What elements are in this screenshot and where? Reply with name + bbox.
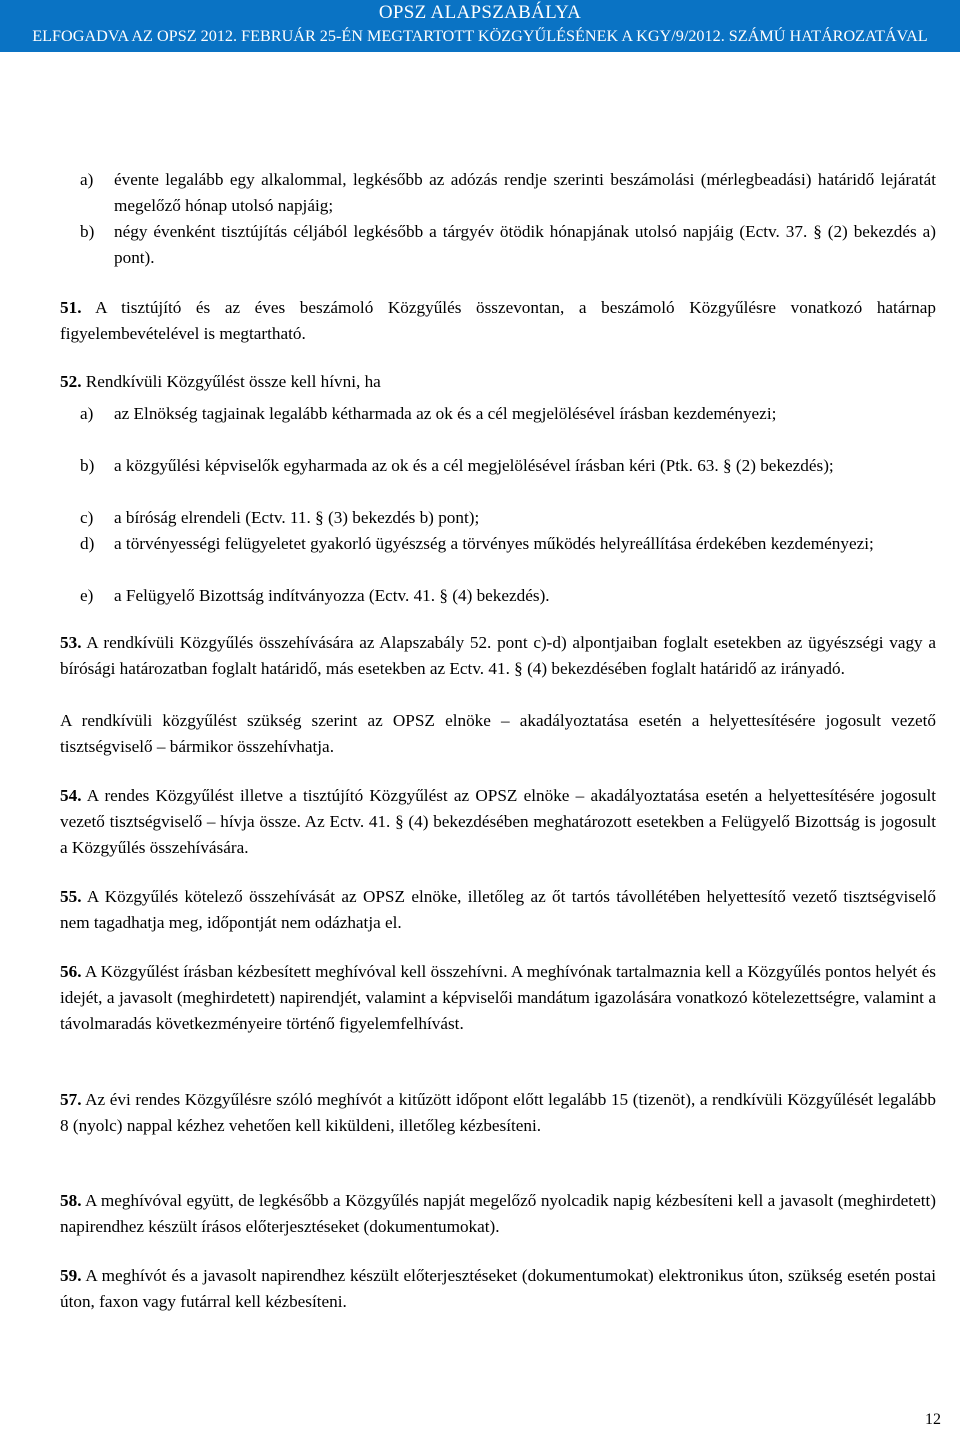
list-text: a bíróság elrendeli (Ectv. 11. § (3) bekezdés b) pont); — [114, 508, 480, 527]
list-item — [80, 401, 936, 427]
header-subtitle: ELFOGADVA AZ OPSZ 2012. FEBRUÁR 25-ÉN MEGTARTOTT KÖZGYŰLÉSÉNEK A KGY/9/2012. SZÁMÚ HATÁROZATÁVAL — [32, 27, 928, 45]
paragraph-number: 54. — [60, 786, 82, 805]
paragraph-53-continuation — [60, 708, 936, 760]
list-letter: e) — [80, 586, 94, 605]
list-letter: d) — [80, 534, 95, 553]
paragraph-text: A tisztújító és az éves beszámoló Közgyűlés összevontan, a beszámoló Közgyűlésre vonatkozó határnap figyelembevételével is megtartható. — [60, 298, 936, 343]
paragraph-number: 52. — [60, 372, 82, 391]
list-letter: c) — [80, 508, 94, 527]
list-item — [80, 531, 936, 557]
list-item — [80, 167, 936, 219]
paragraph-number: 59. — [60, 1266, 82, 1285]
paragraph-number: 56. — [60, 962, 82, 981]
paragraph-56 — [60, 959, 936, 1037]
list-text: a közgyűlési képviselők egyharmada az ok és a cél megjelölésével írásban kéri (Ptk. 63. § (2) bekezdés); — [114, 456, 834, 475]
paragraph-number: 57. — [60, 1090, 82, 1109]
list-text: a törvényességi felügyeletet gyakorló ügyészség a törvényes működés helyreállítása érdekében kezdeményezi; — [114, 534, 874, 553]
list-item — [80, 453, 936, 479]
paragraph-59 — [60, 1263, 936, 1315]
list-text: az Elnökség tagjainak legalább kétharmada az ok és a cél megjelölésével írásban kezdeményezi; — [114, 404, 777, 423]
paragraph-text: Az évi rendes Közgyűlésre szóló meghívót a kitűzött időpont előtt legalább 15 (tizenöt), a rendkívüli Közgyűlését legalább 8 (nyolc) nappal kézhez vehetően kell kiküldeni, illetőleg kézbesíteni. — [60, 1090, 936, 1135]
paragraph-54 — [60, 783, 936, 861]
list-text: a Felügyelő Bizottság indítványozza (Ectv. 41. § (4) bekezdés). — [114, 586, 550, 605]
paragraph-58 — [60, 1188, 936, 1240]
list-item — [80, 219, 936, 271]
paragraph-number: 51. — [60, 298, 82, 317]
list-item — [80, 583, 936, 609]
paragraph-text: A meghívót és a javasolt napirendhez készült előterjesztéseket (dokumentumokat) elektronikus úton, szükség esetén postai úton, faxon vagy futárral kell kézbesíteni. — [60, 1266, 936, 1311]
paragraph-52 — [60, 369, 936, 395]
paragraph-55 — [60, 884, 936, 936]
paragraph-number: 58. — [60, 1191, 82, 1210]
paragraph-text: Rendkívüli Közgyűlést össze kell hívni, ha — [85, 372, 381, 391]
page-number: 12 — [925, 1411, 941, 1428]
header-title: OPSZ ALAPSZABÁLYA — [378, 2, 582, 23]
document-header — [0, 0, 960, 52]
paragraph-57 — [60, 1087, 936, 1139]
paragraph-number: 53. — [60, 633, 82, 652]
list-item — [80, 505, 936, 531]
list-letter: a) — [80, 170, 94, 189]
list-letter: a) — [80, 404, 94, 423]
list-letter: b) — [80, 456, 95, 475]
paragraph-text: A Közgyűlés kötelező összehívását az OPSZ elnöke, illetőleg az őt tartós távollétében helyettesítő vezető tisztségviselő nem tagadhatja meg, időpontját nem odázhatja el. — [60, 887, 936, 932]
paragraph-text: A meghívóval együtt, de legkésőbb a Közgyűlés napját megelőző nyolcadik napig kézbesíteni kell a javasolt (meghirdetett) napirendhez készült írásos előterjesztéseket (dokumentumokat). — [60, 1191, 936, 1236]
list-letter: b) — [80, 222, 95, 241]
paragraph-number: 55. — [60, 887, 82, 906]
paragraph-51 — [60, 295, 936, 347]
paragraph-text: A Közgyűlést írásban kézbesített meghívóval kell összehívni. A meghívónak tartalmaznia kell a Közgyűlés pontos helyét és idejét, a javasolt (meghirdetett) napirendjét, valamint a képviselői mandátum igazolására vonatkozó kötelezettségre, valamint a távolmaradás következményeire történő figyelemfelhívást. — [60, 962, 936, 1033]
paragraph-text: A rendkívüli Közgyűlés összehívására az Alapszabály 52. pont c)-d) alpontjaiban foglalt esetekben az ügyészségi vagy a bírósági határozatban foglalt határidő, más esetekben az Ectv. 41. § (4) bekezdésében foglalt határidő az irányadó. — [60, 633, 936, 678]
list-text: négy évenként tisztújítás céljából legkésőbb a tárgyév ötödik hónapjának utolsó napjáig (Ectv. 37. § (2) bekezdés a) pont). — [114, 222, 936, 267]
paragraph-53 — [60, 630, 936, 682]
paragraph-text: A rendes Közgyűlést illetve a tisztújító Közgyűlést az OPSZ elnöke – akadályoztatása esetén a helyettesítésére jogosult vezető tisztségviselő – hívja össze. Az Ectv. 41. § (4) bekezdésében meghatározott esetekben a Felügyelő Bizottság is jogosult a Közgyűlés összehívására. — [60, 786, 936, 857]
list-text: évente legalább egy alkalommal, legkésőbb az adózás rendje szerinti beszámolási (mérlegbeadási) határidő lejáratát megelőző hónap utolsó napjáig; — [114, 170, 936, 215]
paragraph-text: A rendkívüli közgyűlést szükség szerint az OPSZ elnöke – akadályoztatása esetén a helyettesítésére jogosult vezető tisztségviselő – bármikor összehívhatja. — [60, 711, 936, 756]
